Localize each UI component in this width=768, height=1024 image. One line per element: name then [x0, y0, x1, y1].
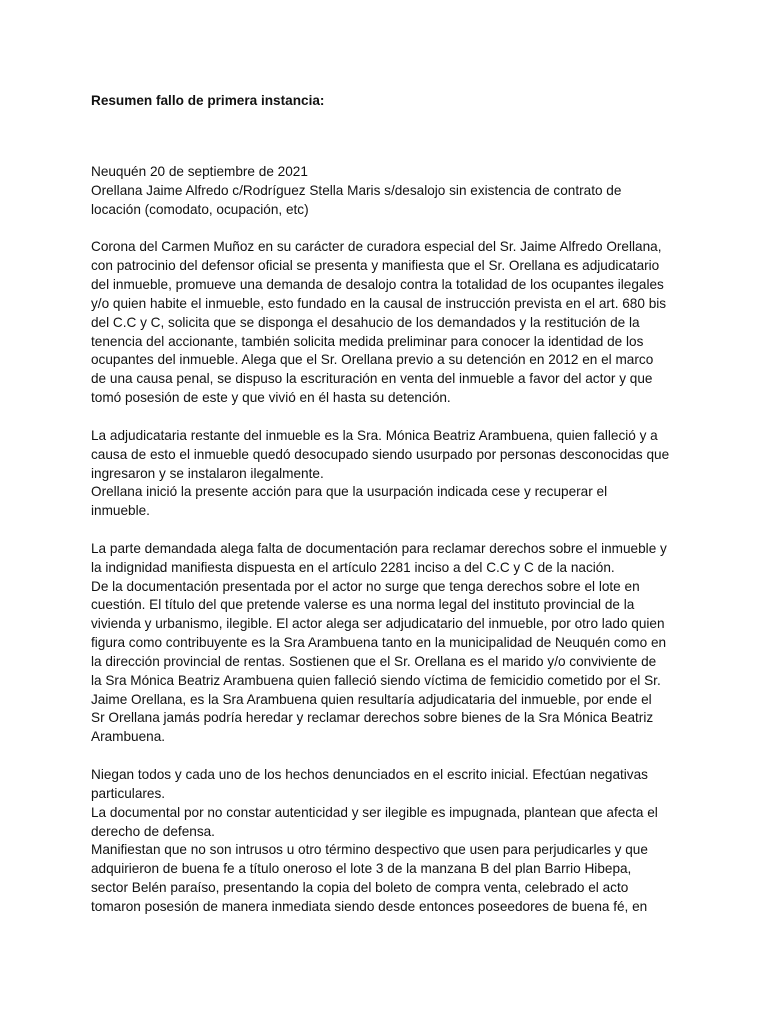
paragraph-line: Orellana inició la presente acción para que la usurpación indicada cese y recuperar el	[91, 484, 608, 500]
paragraph-line: inmueble.	[91, 503, 150, 519]
paragraph-line: locación (comodato, ocupación, etc)	[91, 201, 309, 217]
paragraph-line: Sr Orellana jamás podría heredar y reclamar derechos sobre bienes de la Sra Mónica Beatriz	[91, 710, 654, 726]
paragraph-line: La parte demandada alega falta de documentación para reclamar derechos sobre el inmueble y	[91, 540, 667, 556]
paragraph-line: ocupantes del inmueble. Alega que el Sr. Orellana previo a su detención en 2012 en el marco	[91, 352, 654, 368]
paragraph-line: adquirieron de buena fe a título oneroso el lote 3 de la manzana B del plan Barrio Hibepa,	[91, 861, 632, 877]
paragraph-gap	[91, 521, 691, 540]
paragraph-line: cuestión. El título del que pretende valerse es una norma legal del instituto provincial de la	[91, 597, 635, 613]
paragraph-line: Orellana Jaime Alfredo c/Rodríguez Stella Maris s/desalojo sin existencia de contrato de	[91, 182, 622, 198]
paragraph-line: tomaron posesión de manera inmediata siendo desde entonces poseedores de buena fé, en	[91, 898, 648, 914]
paragraph-line: tomó posesión de este y que vivió en él hasta su detención.	[91, 390, 451, 406]
paragraph-line: Manifiestan que no son intrusos u otro término despectivo que usen para perjudicarles y que	[91, 842, 648, 858]
paragraph-line: ingresaron y se instalaron ilegalmente.	[91, 465, 324, 481]
paragraph-line: del C.C y C, solicita que se disponga el desahucio de los demandados y la restitución de la	[91, 314, 640, 330]
paragraph-line: Arambuena.	[91, 729, 166, 745]
paragraph-line: figura como contribuyente es la Sra Arambuena tanto en la municipalidad de Neuquén como en	[91, 635, 667, 651]
paragraph-gap	[91, 747, 691, 766]
paragraph-line: Corona del Carmen Muñoz en su carácter de curadora especial del Sr. Jaime Alfredo Orellana,	[91, 239, 662, 255]
paragraph-line: la dirección provincial de rentas. Sostienen que el Sr. Orellana es el marido y/o conviviente de	[91, 653, 657, 669]
paragraph-line: vivienda y urbanismo, ilegible. El actor alega ser adjudicatario del inmueble, por otro lado quien	[91, 616, 665, 632]
paragraph-gap	[91, 220, 691, 239]
paragraph-line: La adjudicataria restante del inmueble es la Sra. Mónica Beatriz Arambuena, quien falleció y a	[91, 427, 658, 443]
paragraph-line: y/o quien habite el inmueble, esto fundado en la causal de instrucción prevista en el art. 680 bis	[91, 295, 667, 311]
document-body	[91, 163, 691, 917]
paragraph-line: Jaime Orellana, es la Sra Arambuena quien resultaría adjudicataria del inmueble, por ende el	[91, 691, 652, 707]
paragraph-line: particulares.	[91, 785, 166, 801]
paragraph-gap	[91, 408, 691, 427]
paragraph-line: derecho de defensa.	[91, 823, 215, 839]
document-heading: Resumen fallo de primera instancia:	[91, 93, 325, 108]
paragraph-line: Niegan todos y cada uno de los hechos denunciados en el escrito inicial. Efectúan negativas	[91, 767, 648, 782]
paragraph-line: sector Belén paraíso, presentando la copia del boleto de compra venta, celebrado el acto	[91, 880, 629, 896]
paragraph-line: la Sra Mónica Beatriz Arambuena quien falleció siendo víctima de femicidio cometido por el Sr.	[91, 672, 661, 688]
paragraph-line: La documental por no constar autenticidad y ser ilegible es impugnada, plantean que afecta el	[91, 804, 658, 820]
paragraph-line: tenencia del accionante, también solicita medida preliminar para conocer la identidad de los	[91, 333, 644, 349]
paragraph-line: la indignidad manifiesta dispuesta en el artículo 2281 inciso a del C.C y C de la nación.	[91, 559, 615, 575]
paragraph-line: con patrocinio del defensor oficial se presenta y manifiesta que el Sr. Orellana es adjudicatario	[91, 258, 660, 274]
paragraph-line: De la documentación presentada por el actor no surge que tenga derechos sobre el lote en	[91, 578, 640, 594]
paragraph-line: Neuquén 20 de septiembre de 2021	[91, 164, 308, 179]
paragraph-line: causa de esto el inmueble quedó desocupado siendo usurpado por personas desconocidas que	[91, 446, 670, 462]
paragraph-line: de una causa penal, se dispuso la escrituración en venta del inmueble a favor del actor y que	[91, 371, 653, 387]
paragraph-line: del inmueble, promueve una demanda de desalojo contra la totalidad de los ocupantes ilegales	[91, 277, 664, 293]
